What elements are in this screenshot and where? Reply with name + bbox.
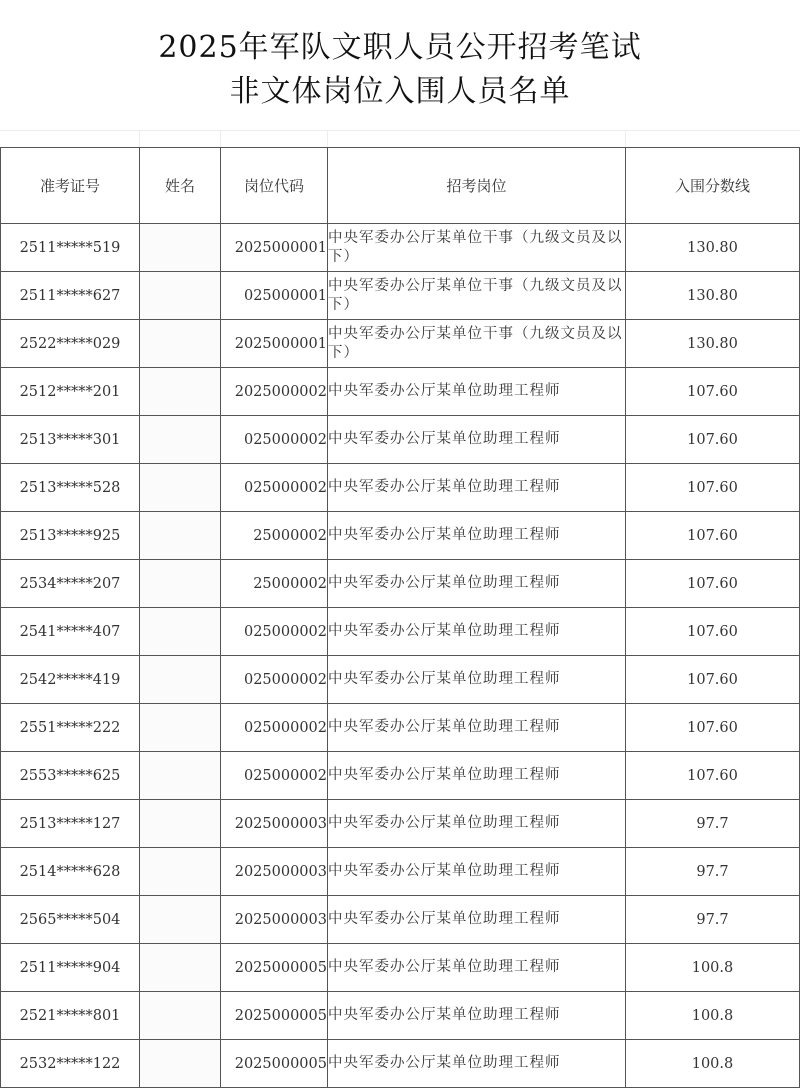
exam-id-cell: 2513*****127 [1, 800, 140, 848]
post-code-cell: 025000001 [221, 272, 328, 320]
name-cell [140, 1040, 221, 1088]
exam-id-cell: 2513*****301 [1, 416, 140, 464]
position-cell: 中央军委办公厅某单位助理工程师 [328, 800, 626, 848]
exam-id-cell: 2542*****419 [1, 656, 140, 704]
post-code-cell: 025000002 [221, 464, 328, 512]
exam-id-cell: 2532*****122 [1, 1040, 140, 1088]
position-cell: 中央军委办公厅某单位助理工程师 [328, 848, 626, 896]
header-score-line: 入围分数线 [626, 148, 800, 224]
position-cell: 中央军委办公厅某单位助理工程师 [328, 608, 626, 656]
table-row [1, 656, 800, 704]
table-row [1, 464, 800, 512]
table-row [1, 416, 800, 464]
post-code-cell: 2025000003 [221, 896, 328, 944]
exam-id-cell: 2534*****207 [1, 560, 140, 608]
score-cell: 97.7 [626, 896, 800, 944]
position-cell: 中央军委办公厅某单位助理工程师 [328, 512, 626, 560]
table-row [1, 272, 800, 320]
score-cell: 97.7 [626, 800, 800, 848]
post-code-cell: 025000002 [221, 752, 328, 800]
position-cell: 中央军委办公厅某单位干事（九级文员及以下） [328, 224, 626, 272]
score-cell: 100.8 [626, 944, 800, 992]
score-cell: 107.60 [626, 512, 800, 560]
score-cell: 107.60 [626, 704, 800, 752]
position-cell: 中央军委办公厅某单位助理工程师 [328, 560, 626, 608]
position-cell: 中央军委办公厅某单位干事（九级文员及以下） [328, 320, 626, 368]
name-cell [140, 560, 221, 608]
post-code-cell: 2025000005 [221, 944, 328, 992]
post-code-cell: 2025000003 [221, 800, 328, 848]
exam-id-cell: 2513*****925 [1, 512, 140, 560]
name-cell [140, 752, 221, 800]
exam-id-cell: 2511*****627 [1, 272, 140, 320]
position-cell: 中央军委办公厅某单位助理工程师 [328, 896, 626, 944]
post-code-cell: 25000002 [221, 560, 328, 608]
name-cell [140, 272, 221, 320]
post-code-cell: 025000002 [221, 656, 328, 704]
score-cell: 130.80 [626, 320, 800, 368]
position-cell: 中央军委办公厅某单位助理工程师 [328, 704, 626, 752]
exam-id-cell: 2514*****628 [1, 848, 140, 896]
post-code-cell: 25000002 [221, 512, 328, 560]
title-line-2: 非文体岗位入围人员名单 [229, 74, 571, 109]
exam-id-cell: 2541*****407 [1, 608, 140, 656]
name-cell [140, 512, 221, 560]
name-cell [140, 416, 221, 464]
exam-id-cell: 2511*****519 [1, 224, 140, 272]
score-cell: 107.60 [626, 608, 800, 656]
position-cell: 中央军委办公厅某单位助理工程师 [328, 368, 626, 416]
faint-gridlines [0, 130, 800, 148]
post-code-cell: 2025000005 [221, 1040, 328, 1088]
exam-id-cell: 2553*****625 [1, 752, 140, 800]
name-cell [140, 608, 221, 656]
candidate-table [0, 147, 800, 1088]
title-line-1: 2025年军队文职人员公开招考笔试 [158, 30, 642, 65]
document-title [0, 0, 800, 130]
header-exam-id: 准考证号 [1, 148, 140, 224]
position-cell: 中央军委办公厅某单位助理工程师 [328, 1040, 626, 1088]
table-row [1, 704, 800, 752]
exam-id-cell: 2565*****504 [1, 896, 140, 944]
table-row [1, 800, 800, 848]
score-cell: 97.7 [626, 848, 800, 896]
name-cell [140, 224, 221, 272]
score-cell: 107.60 [626, 656, 800, 704]
exam-id-cell: 2512*****201 [1, 368, 140, 416]
name-cell [140, 800, 221, 848]
table-row [1, 224, 800, 272]
post-code-cell: 2025000005 [221, 992, 328, 1040]
exam-id-cell: 2521*****801 [1, 992, 140, 1040]
name-cell [140, 464, 221, 512]
name-cell [140, 368, 221, 416]
table-row [1, 992, 800, 1040]
score-cell: 130.80 [626, 224, 800, 272]
table-row [1, 752, 800, 800]
position-cell: 中央军委办公厅某单位助理工程师 [328, 992, 626, 1040]
header-position: 招考岗位 [328, 148, 626, 224]
score-cell: 130.80 [626, 272, 800, 320]
name-cell [140, 896, 221, 944]
table-row [1, 896, 800, 944]
post-code-cell: 2025000001 [221, 224, 328, 272]
score-cell: 107.60 [626, 560, 800, 608]
score-cell: 107.60 [626, 752, 800, 800]
name-cell [140, 944, 221, 992]
table-row [1, 848, 800, 896]
exam-id-cell: 2551*****222 [1, 704, 140, 752]
table-row [1, 1040, 800, 1088]
table-row [1, 320, 800, 368]
table-body [1, 224, 800, 1088]
position-cell: 中央军委办公厅某单位助理工程师 [328, 944, 626, 992]
header-post-code: 岗位代码 [221, 148, 328, 224]
position-cell: 中央军委办公厅某单位助理工程师 [328, 752, 626, 800]
position-cell: 中央军委办公厅某单位助理工程师 [328, 464, 626, 512]
table-row [1, 560, 800, 608]
position-cell: 中央军委办公厅某单位助理工程师 [328, 656, 626, 704]
score-cell: 107.60 [626, 464, 800, 512]
table-row [1, 944, 800, 992]
post-code-cell: 025000002 [221, 416, 328, 464]
name-cell [140, 320, 221, 368]
table-row [1, 368, 800, 416]
name-cell [140, 656, 221, 704]
post-code-cell: 025000002 [221, 608, 328, 656]
score-cell: 100.8 [626, 992, 800, 1040]
table-header-row [1, 148, 800, 224]
name-cell [140, 848, 221, 896]
header-name: 姓名 [140, 148, 221, 224]
exam-id-cell: 2511*****904 [1, 944, 140, 992]
post-code-cell: 025000002 [221, 704, 328, 752]
exam-id-cell: 2522*****029 [1, 320, 140, 368]
score-cell: 100.8 [626, 1040, 800, 1088]
table-row [1, 512, 800, 560]
post-code-cell: 2025000003 [221, 848, 328, 896]
name-cell [140, 992, 221, 1040]
name-cell [140, 704, 221, 752]
exam-id-cell: 2513*****528 [1, 464, 140, 512]
score-cell: 107.60 [626, 416, 800, 464]
score-cell: 107.60 [626, 368, 800, 416]
post-code-cell: 2025000002 [221, 368, 328, 416]
post-code-cell: 2025000001 [221, 320, 328, 368]
table-row [1, 608, 800, 656]
position-cell: 中央军委办公厅某单位助理工程师 [328, 416, 626, 464]
position-cell: 中央军委办公厅某单位干事（九级文员及以下） [328, 272, 626, 320]
